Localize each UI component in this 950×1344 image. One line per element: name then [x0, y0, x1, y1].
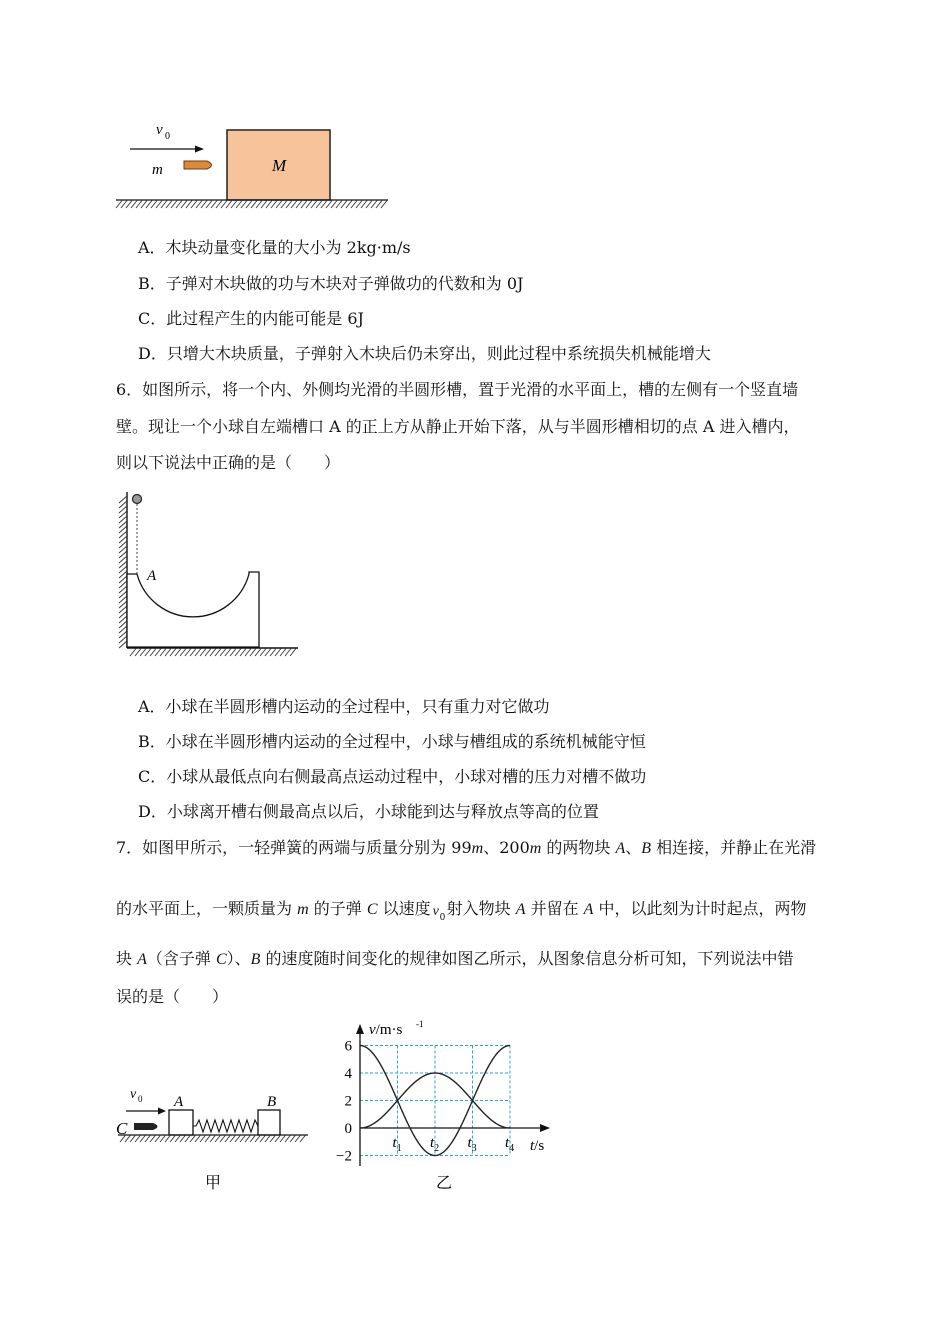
x-tick-labels [393, 1135, 515, 1154]
block-A [169, 1110, 193, 1135]
block-B [258, 1110, 280, 1135]
hatch-stroke [265, 1135, 271, 1142]
hatch-stroke [155, 1135, 161, 1142]
q6-option-c: C．小球从最低点向右侧最高点运动过程中，小球对槽的压力对槽不做功 [138, 767, 647, 786]
wall-hatch [119, 496, 127, 648]
hatch-stroke [285, 1135, 291, 1142]
y-axis-arrowhead [356, 1024, 364, 1034]
y-tick-label: −2 [336, 1148, 352, 1165]
hatch-stroke [275, 1135, 281, 1142]
hatch-stroke [165, 1135, 171, 1142]
hatch-stroke [205, 1135, 211, 1142]
x-tick-label: $t_1$ [392, 1135, 402, 1154]
vt-graph [330, 1018, 550, 1198]
x-tick-label: $t_2$ [430, 1135, 440, 1154]
y-axis-exp: -1 [416, 1019, 424, 1029]
spring [193, 1120, 258, 1132]
hatch-stroke [280, 1135, 286, 1142]
velocity-arrowhead [195, 146, 204, 153]
M-label: M [272, 156, 287, 175]
hatch-stroke [170, 1135, 176, 1142]
hatch-stroke [140, 1135, 146, 1142]
floor-hatch [130, 648, 296, 656]
bullet-C [134, 1123, 158, 1130]
point-A-label: A [147, 568, 157, 584]
y-tick-labels [336, 1039, 352, 1165]
hatch-stroke [250, 1135, 256, 1142]
q5-option-b: B．子弹对木块做的功与木块对子弹做功的代数和为 0J [138, 274, 524, 293]
hatch-stroke [135, 1135, 141, 1142]
q7-stem-line4: 误的是（ ） [116, 987, 229, 1006]
m-label: m [152, 162, 163, 178]
hatch-stroke [295, 1135, 301, 1142]
spring-blocks-figure [110, 1078, 320, 1192]
yi-caption: 乙 [436, 1173, 453, 1192]
hatch-stroke [220, 1135, 226, 1142]
ball [133, 495, 142, 504]
bullet [184, 161, 212, 169]
jia-caption: 甲 [205, 1173, 222, 1192]
jia-velocity-arrowhead [158, 1108, 166, 1115]
y-axis-label: v/m·s [369, 1022, 403, 1038]
hatch-stroke [245, 1135, 251, 1142]
jia-v0-label: v [130, 1087, 137, 1102]
hatch-stroke [150, 1135, 156, 1142]
hatch-stroke [190, 1135, 196, 1142]
jia-v0-sub: 0 [138, 1094, 143, 1104]
hatch-stroke [175, 1135, 181, 1142]
hatch-stroke [300, 1135, 306, 1142]
q6-option-d: D．小球离开槽右侧最高点以后，小球能到达与释放点等高的位置 [138, 802, 599, 821]
hatch-stroke [255, 1135, 261, 1142]
block-B-label: B [267, 1094, 277, 1110]
q5-option-a: A．木块动量变化量的大小为 2kg·m/s [138, 238, 411, 257]
hatch-stroke [130, 1135, 136, 1142]
q5-option-d: D．只增大木块质量，子弹射入木块后仍未穿出，则此过程中系统损失机械能增大 [138, 344, 711, 363]
hatch-stroke [160, 1135, 166, 1142]
hatch-stroke [200, 1135, 206, 1142]
hatch-stroke [215, 1135, 221, 1142]
y-tick-label: 2 [344, 1093, 352, 1110]
q7-stem-line1: 7．如图甲所示，一轻弹簧的两端与质量分别为 99m、200m 的两物块 A、B 相连接，并静止在光滑 [116, 838, 817, 857]
hatch-stroke [240, 1135, 246, 1142]
q6-option-b: B．小球在半圆形槽内运动的全过程中，小球与槽组成的系统机械能守恒 [138, 732, 646, 751]
q6-stem-line1: 6．如图所示，将一个内、外侧均光滑的半圆形槽，置于光滑的水平面上，槽的左侧有一个竖直墙 [116, 380, 799, 399]
hatch-stroke [180, 1135, 186, 1142]
ground-hatch [116, 200, 387, 208]
x-axis-arrowhead [540, 1124, 550, 1132]
hatch-stroke [210, 1135, 216, 1142]
y-tick-label: 6 [344, 1038, 352, 1055]
block-A-label: A [174, 1094, 184, 1110]
bullet-block-figure [112, 118, 412, 218]
q6-option-a: A．小球在半圆形槽内运动的全过程中，只有重力对它做功 [138, 697, 550, 716]
jia-ground-hatch [120, 1135, 306, 1142]
q7-stem-line3: 块 A（含子弹 C）、B 的速度随时间变化的规律如图乙所示，从图象信息分析可知，下列说法中错 [116, 949, 794, 968]
hatch-stroke [145, 1135, 151, 1142]
bullet-C-label: C [116, 1119, 128, 1138]
v0-label: v [156, 122, 163, 138]
hatch-stroke [290, 1135, 296, 1142]
q5-option-c: C．此过程产生的内能可能是 6J [138, 309, 364, 328]
hatch-stroke [270, 1135, 276, 1142]
hatch-stroke [195, 1135, 201, 1142]
hatch-stroke [260, 1135, 266, 1142]
x-tick-label: $t_4$ [505, 1135, 515, 1154]
guide-lines [360, 1046, 510, 1156]
x-tick-label: $t_3$ [467, 1135, 477, 1154]
hatch-stroke [225, 1135, 231, 1142]
y-tick-label: 4 [344, 1066, 352, 1082]
y-tick-label: 0 [344, 1121, 352, 1137]
v0-sub: 0 [165, 131, 170, 142]
trough-figure [110, 488, 310, 668]
q7-stem-line2: 的水平面上，一颗质量为 m 的子弹 C 以速度 v 0 射入物块 A 并留在 A 中，以此刻为计时起点，两物 [116, 899, 807, 923]
hatch-stroke [235, 1135, 241, 1142]
x-axis-label: t/s [530, 1138, 545, 1154]
q6-stem-line2: 壁。现让一个小球自左端槽口 A 的正上方从静止开始下落，从与半圆形槽相切的点 A 进入槽内， [116, 417, 800, 436]
hatch-stroke [230, 1135, 236, 1142]
q6-stem-line3: 则以下说法中正确的是（ ） [116, 453, 341, 472]
hatch-stroke [185, 1135, 191, 1142]
